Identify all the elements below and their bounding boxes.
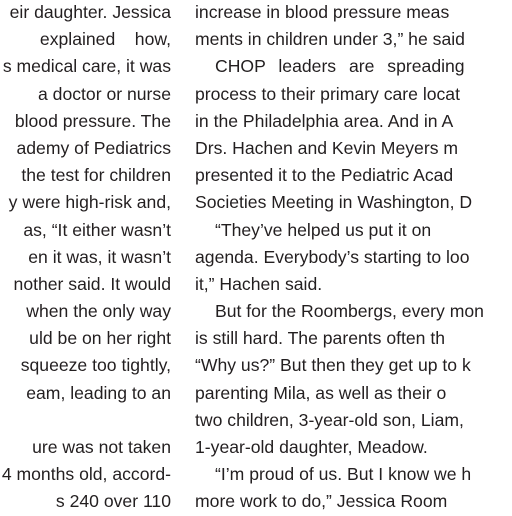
text-line: it,” Hachen said. bbox=[195, 273, 323, 294]
text-line: parenting Mila, as well as their o bbox=[195, 382, 447, 403]
text-line: in the Philadelphia area. And in A bbox=[195, 110, 454, 131]
text-line: eam, leading to an bbox=[26, 382, 171, 403]
text-line: 4 months old, accord- bbox=[1, 464, 171, 485]
text-line: agenda. Everybody’s starting to loo bbox=[195, 246, 470, 267]
text-line: Societies Meeting in Washington, D bbox=[195, 192, 473, 213]
text-line: Drs. Hachen and Kevin Meyers m bbox=[195, 137, 459, 158]
article-right-column bbox=[195, 0, 484, 516]
text-line: blood pressure. The bbox=[14, 110, 171, 131]
text-line: nother said. It would bbox=[13, 273, 171, 294]
text-line: 1-year-old daughter, Meadow. bbox=[195, 437, 428, 457]
paragraph-start-line: “They’ve helped us put it on bbox=[215, 219, 432, 240]
paragraph-gap bbox=[2, 407, 171, 434]
text-line: squeeze too tightly, bbox=[20, 355, 171, 376]
text-line: eir daughter. Jessica bbox=[9, 2, 171, 22]
text-line: explained how, bbox=[39, 29, 171, 50]
text-line: ademy of Pediatrics bbox=[16, 137, 171, 158]
text-line: increase in blood pressure meas bbox=[195, 2, 450, 22]
text-line: s medical care, it was bbox=[2, 56, 171, 77]
text-line: ure was not taken bbox=[32, 437, 171, 457]
text-line: ments in children under 3,” he said bbox=[195, 29, 465, 50]
text-line: a doctor or nurse bbox=[37, 83, 171, 104]
text-line: is still hard. The parents often th bbox=[195, 328, 446, 349]
text-line: s 240 over 110 bbox=[55, 491, 171, 512]
text-line: two children, 3-year-old son, Liam, bbox=[195, 409, 464, 430]
paragraph-start-line: “I’m proud of us. But I know we h bbox=[215, 464, 472, 485]
text-line: more work to do,” Jessica Room bbox=[195, 491, 448, 512]
text-line: process to their primary care locat bbox=[195, 83, 460, 104]
text-line: the test for children bbox=[21, 165, 171, 186]
text-line: y were high-risk and, bbox=[8, 192, 171, 213]
text-line: en it was, it wasn’t bbox=[28, 246, 171, 267]
paragraph-start-line: CHOP leaders are spreading bbox=[215, 56, 465, 77]
article-left-column bbox=[2, 0, 171, 516]
text-line: uld be on her right bbox=[29, 328, 171, 349]
text-line: when the only way bbox=[26, 301, 171, 322]
text-line: as, “It either wasn’t bbox=[23, 219, 171, 240]
text-line: “Why us?” But then they get up to k bbox=[195, 355, 471, 376]
paragraph-start-line: But for the Roombergs, every mon bbox=[215, 301, 484, 322]
text-line: presented it to the Pediatric Acad bbox=[195, 165, 454, 186]
